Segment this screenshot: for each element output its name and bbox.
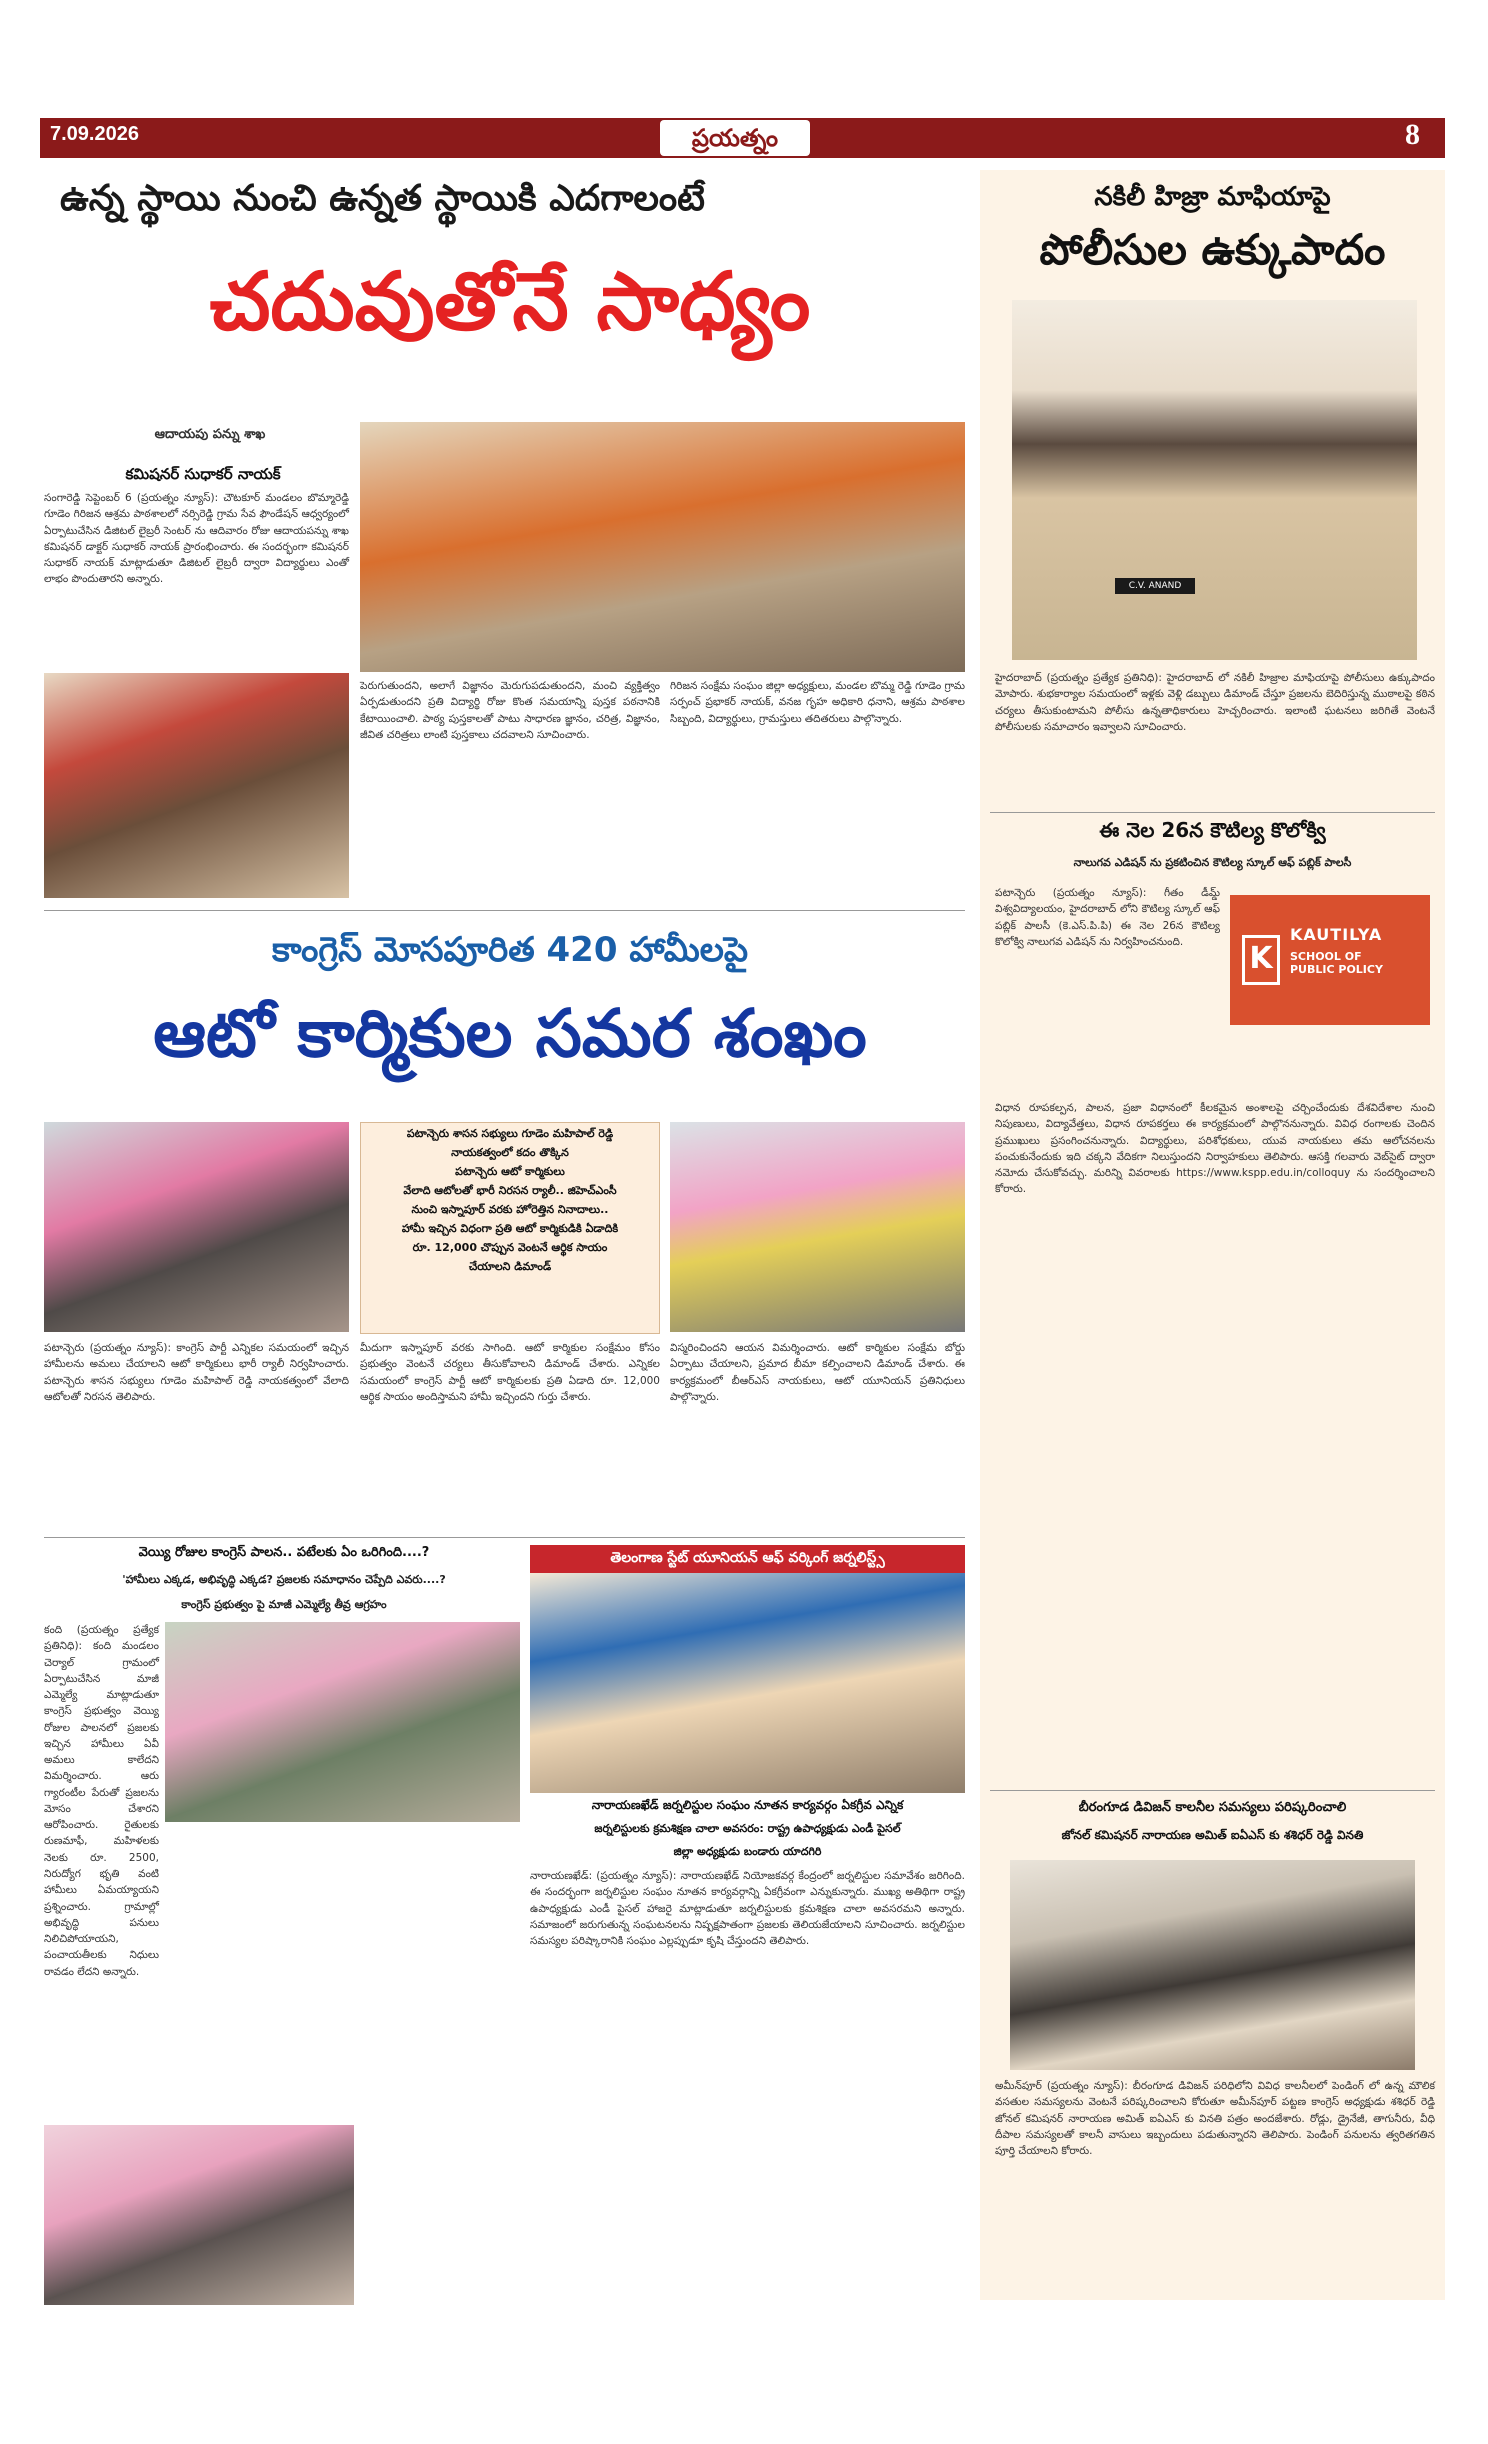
kautilya-logo-line3: PUBLIC POLICY	[1290, 963, 1383, 976]
story3-body: కంది (ప్రయత్నం ప్రత్యేక ప్రతినిధి): కంది మండలం చెర్యాల్ గ్రామంలో ఏర్పాటుచేసిన మాజీ ఎమ్మెల్యే మాట్లాడుతూ కాంగ్రెస్ ప్రభుత్వం వెయ్యి రోజుల పాలనలో ప్రజలకు ఇచ్చిన హామీలు ఏవీ అమలు కాలేదని విమర్శించారు. ఆరు గ్యారంటీల పేరుతో ప్రజలను మోసం చేశారని ఆరోపించారు. రైతులకు రుణమాఫీ, మహిళలకు నెలకు రూ. 2500, నిరుద్యోగ భృతి వంటి హామీలు ఏమయ్యాయని ప్రశ్నించారు. గ్రామాల్లో అభివృద్ధి పనులు నిలిచిపోయాయని, పంచాయతీలకు నిధులు రావడం లేదని అన్నారు.	[44, 1624, 159, 1978]
divider	[990, 1790, 1435, 1791]
kautilya-logo-line2: SCHOOL OF	[1290, 950, 1362, 963]
page-number: 8	[1405, 118, 1420, 151]
divider	[44, 910, 965, 911]
story1-body-left: సంగారెడ్డి సెప్టెంబర్ 6 (ప్రయత్నం న్యూస్): చౌటకూర్ మండలం బొమ్మారెడ్డి గూడెం గిరిజన ఆశ్రమ పాఠశాలలో నర్సిరెడ్డి గ్రామ సేవ ఫౌండేషన్ ఆధ్వర్యంలో ఏర్పాటుచేసిన డిజిటల్ లైబ్రరీ సెంటర్ ను ఆదివారం రోజు ఆదాయపన్ను శాఖ కమిషనర్ డాక్టర్ సుధాకర్ నాయక్ ప్రారంభించారు. ఈ సందర్భంగా కమిషనర్ సుధాకర్ నాయక్ మాట్లాడుతూ డిజిటల్ లైబ్రరీ ద్వారా విద్యార్థులు ఎంతో లాభం పొందుతారని అన్నారు.	[44, 492, 349, 586]
story4-banner-text: తెలంగాణ స్టేట్ యూనియన్ ఆఫ్ వర్కింగ్ జర్నలిస్ట్స్	[610, 1550, 885, 1566]
story2-body-mid: మీదుగా ఇస్నాపూర్ వరకు సాగింది. ఆటో కార్మికుల సంక్షేమం కోసం ప్రభుత్వం వెంటనే చర్యలు తీసుకోవాలని డిమాండ్ చేశారు. ఎన్నికల సమయంలో కాంగ్రెస్ పార్టీ ఆటో కార్మికులకు ప్రతి ఏడాది రూ. 12,000 ఆర్థిక సాయం అందిస్తామని హామీ ఇచ్చిందని గుర్తు చేశారు.	[360, 1342, 660, 1403]
story1-headline: చదువుతోనే సాధ్యం	[209, 255, 811, 348]
story1-body-mid: పెరుగుతుందని, అలాగే విజ్ఞానం మెరుగుపడుతుందని, మంచి వ్యక్తిత్వం ఏర్పడుతుందని ప్రతి విద్యార్థి రోజు కొంత సమయాన్ని పుస్తక పఠనానికి కేటాయించాలి. పాఠ్య పుస్తకాలతో పాటు సాధారణ జ్ఞానం, చరిత్ర, విజ్ఞానం, జీవిత చరిత్రలు లాంటి పుస్తకాలు చదవాలని సూచించారు.	[360, 680, 660, 741]
story1-photo-stage	[360, 422, 965, 672]
divider	[44, 1537, 965, 1538]
story3-sub2: కాంగ్రెస్ ప్రభుత్వం పై మాజీ ఎమ్మెల్యే తీవ్ర ఆగ్రహం	[181, 1598, 387, 1611]
newspaper-logo: ప్రయత్నం	[660, 120, 810, 156]
box-line: నాయకత్వంలో కదం తొక్కిన	[451, 1146, 569, 1159]
story2-body-left: పటాన్చెరు (ప్రయత్నం న్యూస్): కాంగ్రెస్ పార్టీ ఎన్నికల సమయంలో ఇచ్చిన హామీలను అమలు చేయాలని ఆటో కార్మికులు భారీ ర్యాలీ నిర్వహించారు. పటాన్చెరు శాసన సభ్యులు గూడెం మహిపాల్ రెడ్డి నాయకత్వంలో వేలాది ఆటోలతో నిరసన తెలిపారు.	[44, 1342, 349, 1403]
story3-sub: 'హామీలు ఎక్కడ, అభివృద్ధి ఎక్కడ? ప్రజలకు సమాధానం చెప్పేది ఎవరు....?	[122, 1573, 446, 1586]
issue-date: 7.09.2026	[50, 123, 139, 145]
story3-photo-top	[165, 1622, 520, 1822]
story1-sub2: కమిషనర్ సుధాకర్ నాయక్	[125, 465, 281, 483]
box-line: రూ. 12,000 చొప్పున వెంటనే ఆర్థిక సాయం	[412, 1241, 608, 1254]
kautilya-logo-line1: KAUTILYA	[1290, 925, 1383, 944]
kautilya-logo	[1230, 895, 1430, 1025]
side2-sub: నాలుగవ ఎడిషన్ ను ప్రకటించిన కౌటిల్య స్కూల్ ఆఫ్ పబ్లిక్ పాలసీ	[1073, 856, 1352, 869]
side2-body2: విధాన రూపకల్పన, పాలన, ప్రజా విధానంలో కీలకమైన అంశాలపై చర్చించేందుకు దేశవిదేశాల నుంచి నిపుణులు, విద్యావేత్తలు, విధాన రూపకర్తలు ఈ కార్యక్రమంలో పాల్గొననున్నారు. వివిధ రంగాలకు చెందిన ప్రముఖులు ప్రసంగించనున్నారు. విద్యార్థులు, పరిశోధకులు, యువ నాయకులు తమ ఆలోచనలను పంచుకునేందుకు ఇది చక్కని వేదికగా నిలుస్తుందని నిర్వాహకులు తెలిపారు. ఆసక్తి గలవారు వెబ్‌సైట్ ద్వారా నమోదు చేసుకోవచ్చు. మరిన్ని వివరాలకు https://www.kspp.edu.in/colloquy ను సందర్శించాలని కోరారు.	[995, 1102, 1435, 1196]
story2-highlight-box	[360, 1122, 660, 1334]
side2-headline: ఈ నెల 26న కౌటిల్య కొలోక్వి	[1099, 818, 1326, 842]
side3-head2: జోనల్ కమిషనర్ నారాయణ అమిత్ ఐఏఎస్ కు శశిధర్ రెడ్డి వినతి	[1061, 1828, 1364, 1842]
story4-photo	[530, 1573, 965, 1793]
side1-kicker: నకిలీ హిజ్రా మాఫియాపై	[1094, 182, 1331, 212]
story3-kicker: వెయ్యి రోజుల కాంగ్రెస్ పాలన.. పటేలకు ఏం ఒరిగింది....?	[138, 1545, 430, 1560]
side3-head1: బీరంగూడ డివిజన్ కాలనీల సమస్యలు పరిష్కరించాలి	[1078, 1800, 1347, 1815]
box-line: హామీ ఇచ్చిన విధంగా ప్రతి ఆటో కార్మికుడికి ఏడాదికి	[401, 1222, 619, 1235]
story4-head3: జిల్లా అధ్యక్షుడు బండారు యాదగిరి	[673, 1845, 822, 1858]
story3-photo-bottom	[44, 2125, 354, 2305]
side2-body1: పటాన్చెరు (ప్రయత్నం న్యూస్): గీతం డీమ్డ్ విశ్వవిద్యాలయం, హైదరాబాద్ లోని కౌటిల్య స్కూల్ ఆఫ్ పబ్లిక్ పాలసీ (కె.ఎస్.పి.పి) ఈ నెల 26న కౌటిల్య కొలోక్వి నాలుగవ ఎడిషన్ ను నిర్వహించనుంది.	[995, 887, 1220, 948]
side3-body: అమీన్‌పూర్ (ప్రయత్నం న్యూస్): బీరంగూడ డివిజన్ పరిధిలోని వివిధ కాలనీలలో పెండింగ్ లో ఉన్న మౌలిక వసతుల సమస్యలను వెంటనే పరిష్కరించాలని కోరుతూ అమీన్‌పూర్ పట్టణ కాంగ్రెస్ అధ్యక్షుడు శశిధర్ రెడ్డి జోనల్ కమిషనర్ నారాయణ అమిత్ ఐఏఎస్ కు వినతి పత్రం అందజేశారు. రోడ్లు, డ్రైనేజీ, తాగునీరు, వీధి దీపాల సమస్యలతో కాలనీ వాసులు ఇబ్బందులు పడుతున్నారని తెలిపారు. పెండింగ్ పనులను త్వరితగతిన పూర్తి చేయాలని కోరారు.	[995, 2080, 1435, 2158]
story1-photo-library	[44, 673, 349, 898]
story2-photo-right	[670, 1122, 965, 1332]
story2-kicker: కాంగ్రెస్ మోసపూరిత 420 హామీలపై	[271, 930, 749, 970]
divider	[990, 812, 1435, 813]
side1-body: హైదరాబాద్ (ప్రయత్నం ప్రత్యేక ప్రతినిధి): హైదరాబాద్ లో నకిలీ హిజ్రాల మాఫియాపై పోలీసులు ఉక్కుపాదం మోపారు. శుభకార్యాల సమయంలో ఇళ్లకు వెళ్లి డబ్బులు డిమాండ్ చేస్తూ ప్రజలను బెదిరిస్తున్న ముఠాలపై కఠిన చర్యలు తీసుకుంటామని పోలీసు ఉన్నతాధికారులు హెచ్చరించారు. ఇలాంటి ఘటనలు జరిగితే వెంటనే పోలీసులకు సమాచారం ఇవ్వాలని సూచించారు.	[995, 672, 1435, 733]
story2-body-right: విస్మరించిందని ఆయన విమర్శించారు. ఆటో కార్మికుల సంక్షేమ బోర్డు ఏర్పాటు చేయాలని, ప్రమాద బీమా కల్పించాలని డిమాండ్ చేశారు. ఈ కార్యక్రమంలో బీఆర్ఎస్ నాయకులు, ఆటో యూనియన్ ప్రతినిధులు పాల్గొన్నారు.	[670, 1342, 965, 1403]
side1-photo-officer	[1012, 300, 1417, 660]
story4-head2: జర్నలిస్టులకు క్రమశిక్షణ చాలా అవసరం: రాష్ట్ర ఉపాధ్యక్షుడు ఎండీ పైసల్	[594, 1822, 901, 1835]
box-line: నుంచి ఇస్నాపూర్ వరకు హోరెత్తిన నినాదాలు..	[411, 1203, 609, 1216]
kautilya-k-mark: K	[1242, 935, 1280, 985]
side3-photo	[1010, 1860, 1415, 2070]
story1-kicker: ఉన్న స్థాయి నుంచి ఉన్నత స్థాయికి ఎదగాలంటే	[60, 178, 705, 219]
box-line: పటాన్చెరు శాసన సభ్యులు గూడెం మహిపాల్ రెడ్డి	[406, 1127, 614, 1140]
story1-sub1: ఆదాయపు పన్ను శాఖ	[154, 427, 266, 442]
box-line: పటాన్చెరు ఆటో కార్మికులు	[455, 1165, 565, 1178]
story2-photo-left	[44, 1122, 349, 1332]
box-line: చేయాలని డిమాండ్	[468, 1260, 552, 1273]
side1-nameplate: C.V. ANAND	[1115, 578, 1195, 594]
side1-headline: పోలీసుల ఉక్కుపాదం	[1039, 225, 1386, 274]
story4-body: నారాయణఖేడ్: (ప్రయత్నం న్యూస్): నారాయణఖేడ్ నియోజకవర్గ కేంద్రంలో జర్నలిస్టుల సమావేశం జరిగింది. ఈ సందర్భంగా జర్నలిస్టుల సంఘం నూతన కార్యవర్గాన్ని ఏకగ్రీవంగా ఎన్నుకున్నారు. ముఖ్య అతిథిగా రాష్ట్ర ఉపాధ్యక్షుడు ఎండీ పైసల్ హాజరై మాట్లాడుతూ జర్నలిస్టులకు క్రమశిక్షణ చాలా అవసరమని అన్నారు. సమాజంలో జరుగుతున్న సంఘటనలను నిష్పక్షపాతంగా ప్రజలకు తెలియజేయాలని సూచించారు. జర్నలిస్టుల సమస్యల పరిష్కారానికి సంఘం ఎల్లప్పుడూ కృషి చేస్తుందని తెలిపారు.	[530, 1870, 965, 1948]
story1-body-right: గిరిజన సంక్షేమ సంఘం జిల్లా అధ్యక్షులు, మండల బొమ్మ రెడ్డి గూడెం గ్రామ సర్పంచ్ ప్రభాకర్ నాయక్, వనజ గృహ అధికారి ధనాని, ఆశ్రమ పాఠశాల సిబ్బంది, విద్యార్థులు, గ్రామస్తులు తదితరులు పాల్గొన్నారు.	[670, 680, 965, 725]
story2-headline: ఆటో కార్మికుల సమర శంఖం	[153, 995, 867, 1072]
box-line: వేలాది ఆటోలతో భారీ నిరసన ర్యాలీ.. జిహెచ్ఎంసీ	[403, 1184, 617, 1197]
story4-head1: నారాయణఖేడ్ జర్నలిస్టుల సంఘం నూతన కార్యవర్గం ఏకగ్రీవ ఎన్నిక	[591, 1798, 904, 1812]
